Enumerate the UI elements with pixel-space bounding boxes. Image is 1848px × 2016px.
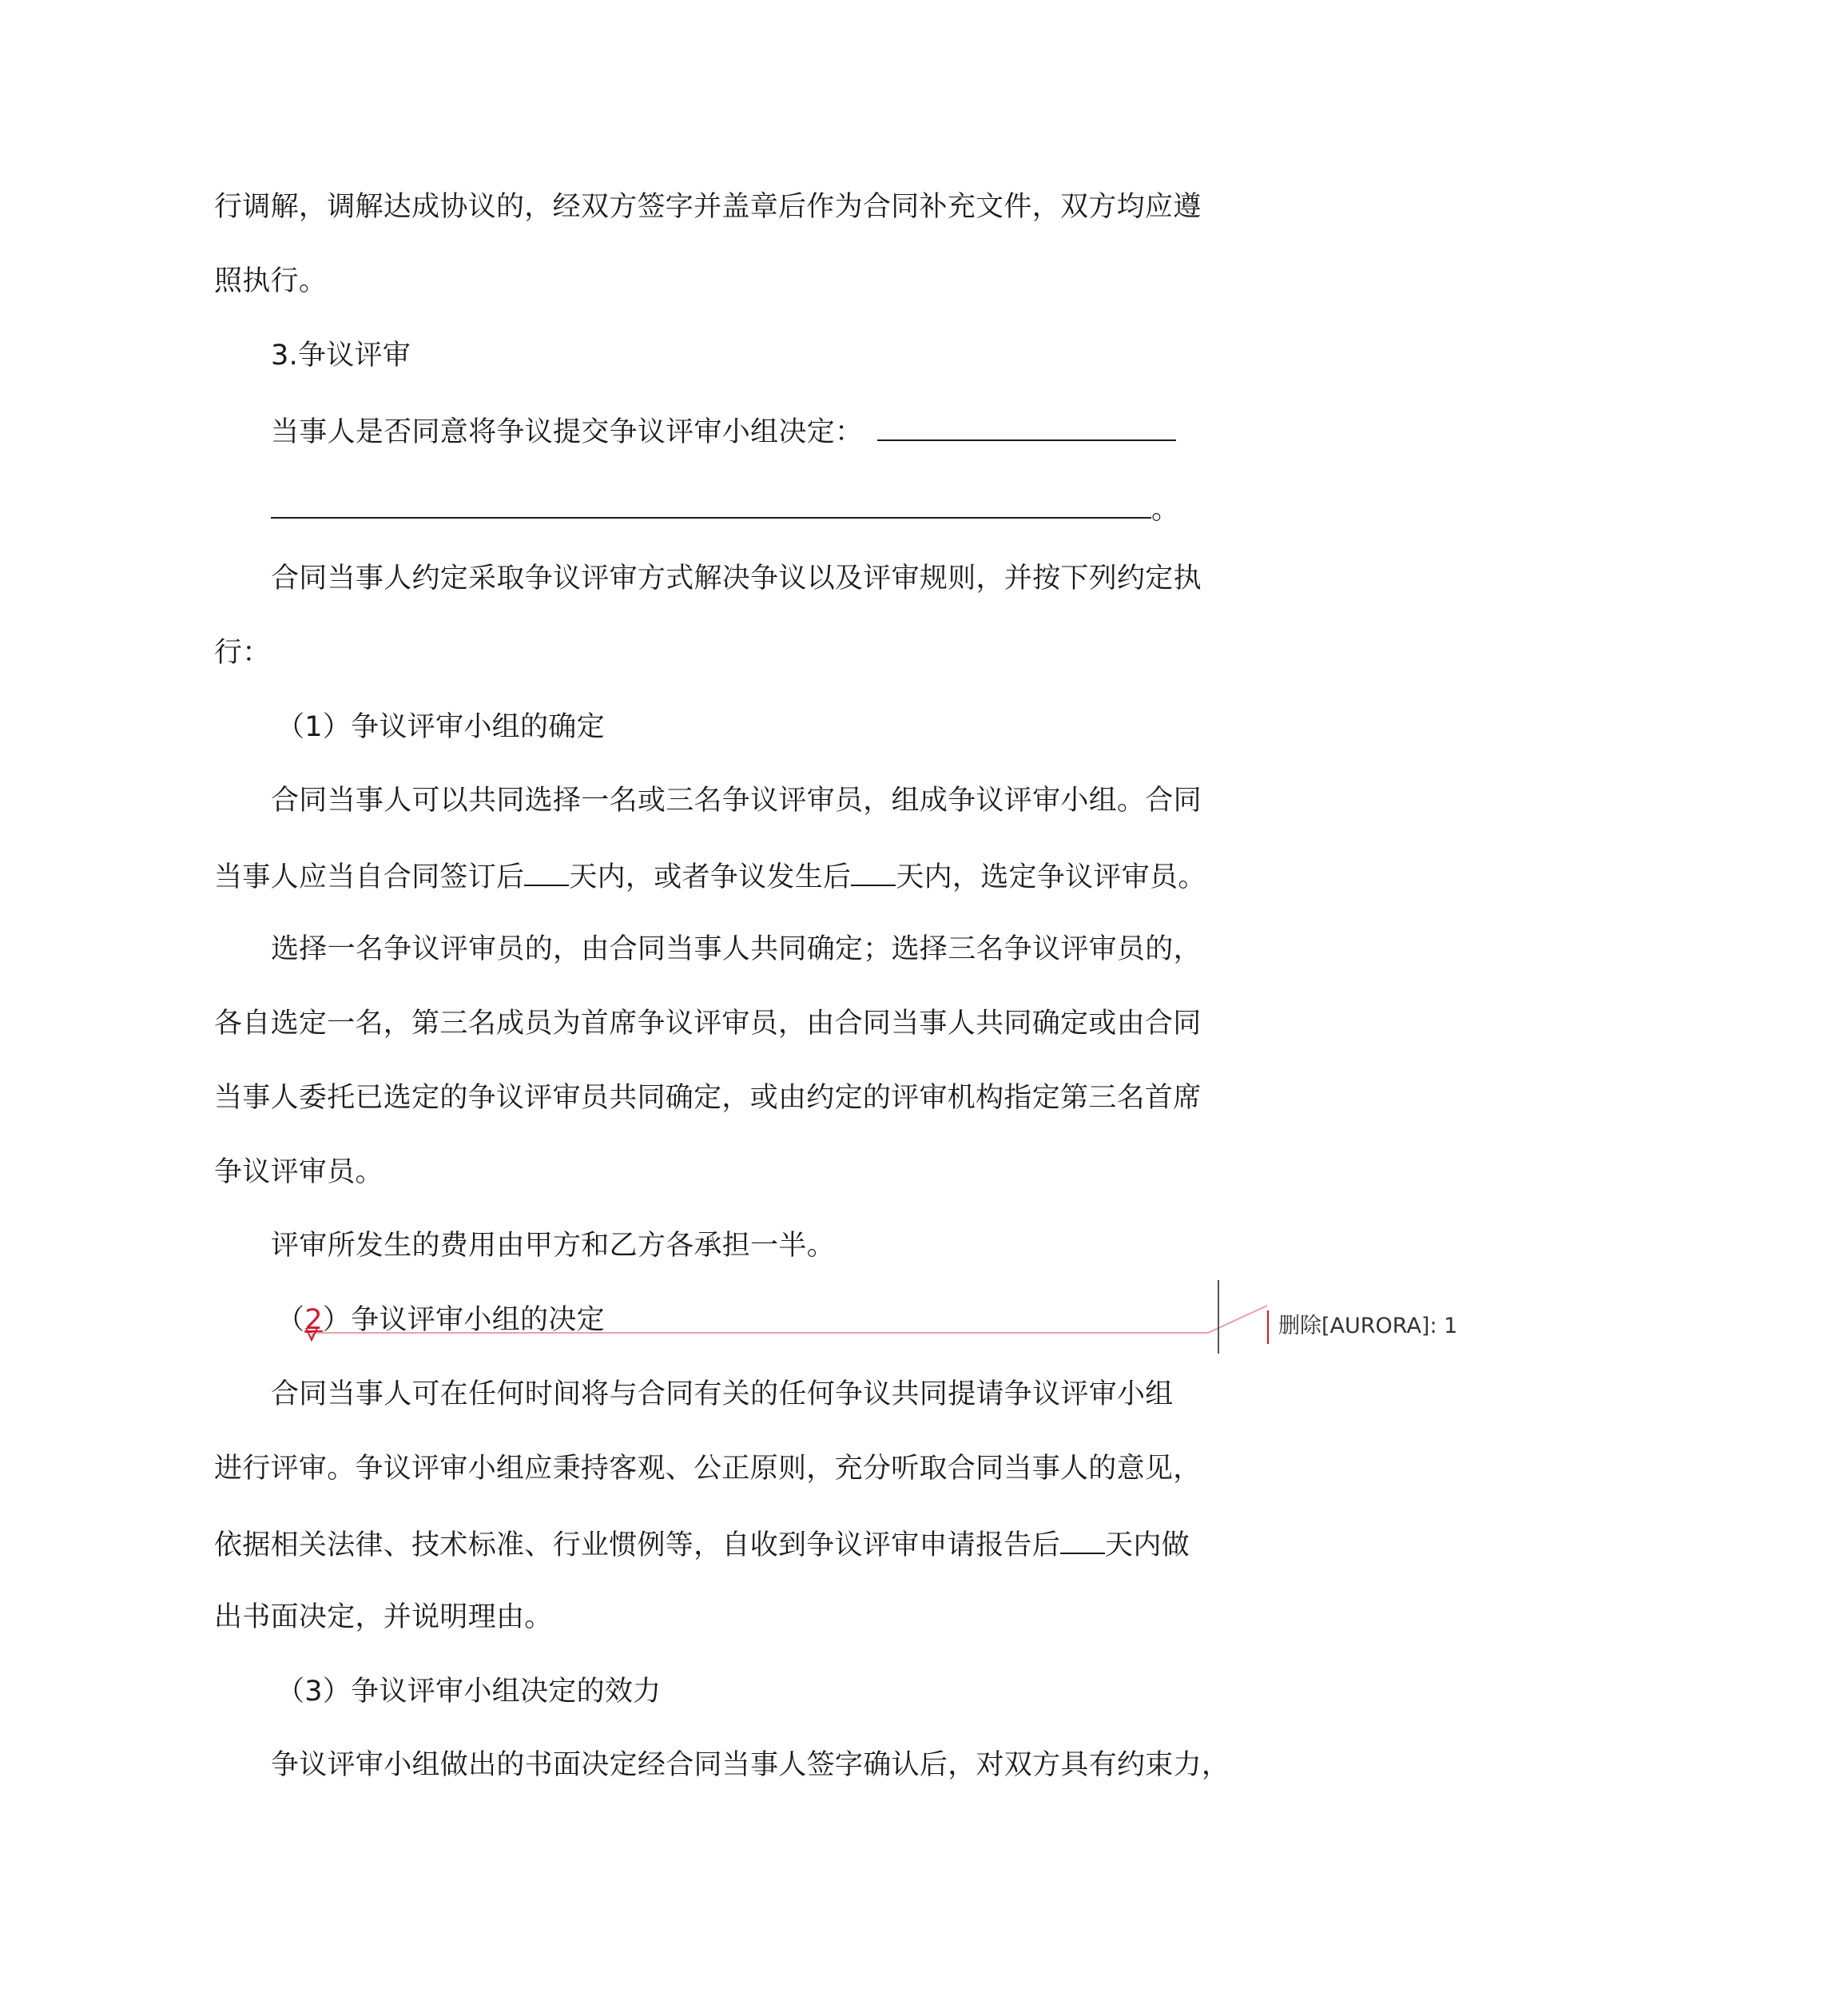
paragraph-line: 选择一名争议评审员的，由合同当事人共同确定；选择三名争议评审员的， xyxy=(271,933,1202,965)
blank-days-field[interactable] xyxy=(851,857,896,886)
paragraph-line: 合同当事人可在任何时间将与合同有关的任何争议共同提请争议评审小组 xyxy=(271,1378,1174,1410)
text-run: 天内，或者争议发生后 xyxy=(569,861,852,893)
paragraph-line: 合同当事人约定采取争议评审方式解决争议以及评审规则，并按下列约定执 xyxy=(271,563,1202,594)
subsection-heading: （3）争议评审小组决定的效力 xyxy=(276,1676,662,1708)
paragraph-line: 照执行。 xyxy=(214,265,328,297)
text-run: 依据相关法律、技术标准、行业惯例等，自收到争议评审申请报告后 xyxy=(214,1529,1061,1561)
subsection-heading xyxy=(276,1302,605,1338)
paragraph-line xyxy=(214,1525,1190,1563)
text-run: 天内，选定争议评审员。 xyxy=(896,861,1206,893)
comment-margin-divider xyxy=(1218,1280,1219,1354)
blank-field[interactable] xyxy=(271,490,1151,519)
paragraph-line: 各自选定一名，第三名成员为首席争议评审员，由合同当事人共同确定或由合同 xyxy=(214,1008,1202,1040)
question-line xyxy=(271,412,1176,450)
paragraph-line: 进行评审。争议评审小组应秉持客观、公正原则，充分听取合同当事人的意见， xyxy=(214,1453,1202,1485)
text-run: （ xyxy=(276,1304,305,1336)
paragraph-line: 合同当事人可以共同选择一名或三名争议评审员，组成争议评审小组。合同 xyxy=(271,785,1202,817)
text-run: 当事人应当自合同签订后 xyxy=(214,861,525,893)
comment-marker-bar xyxy=(1267,1310,1269,1344)
period-mark: 。 xyxy=(1151,494,1180,526)
revision-comment[interactable]: 删除[AURORA]: 1 xyxy=(1278,1314,1458,1338)
paragraph-line: 出书面决定，并说明理由。 xyxy=(214,1601,553,1633)
blank-days-field[interactable] xyxy=(1060,1525,1105,1554)
paragraph-line xyxy=(214,857,1206,895)
blank-days-field[interactable] xyxy=(524,857,569,886)
tracked-insertion[interactable]: 2 xyxy=(304,1304,323,1336)
paragraph-line: 行调解，调解达成协议的，经双方签字并盖章后作为合同补充文件，双方均应遵 xyxy=(214,191,1202,223)
paragraph-line: 当事人委托已选定的争议评审员共同确定，或由约定的评审机构指定第三名首席 xyxy=(214,1082,1202,1114)
blank-field[interactable] xyxy=(877,412,1176,441)
paragraph-line: 评审所发生的费用由甲方和乙方各承担一半。 xyxy=(271,1230,836,1262)
section-heading: 3.争议评审 xyxy=(271,340,411,372)
question-text: 当事人是否同意将争议提交争议评审小组决定： xyxy=(271,416,864,448)
paragraph-line: 行： xyxy=(214,637,271,669)
text-run: 天内做 xyxy=(1105,1529,1190,1561)
answer-line xyxy=(271,490,1179,527)
paragraph-line: 争议评审员。 xyxy=(214,1156,384,1188)
text-run: ）争议评审小组的决定 xyxy=(322,1304,605,1336)
subsection-heading: （1）争议评审小组的确定 xyxy=(276,711,605,743)
paragraph-line: 争议评审小组做出的书面决定经合同当事人签字确认后，对双方具有约束力， xyxy=(271,1749,1230,1781)
